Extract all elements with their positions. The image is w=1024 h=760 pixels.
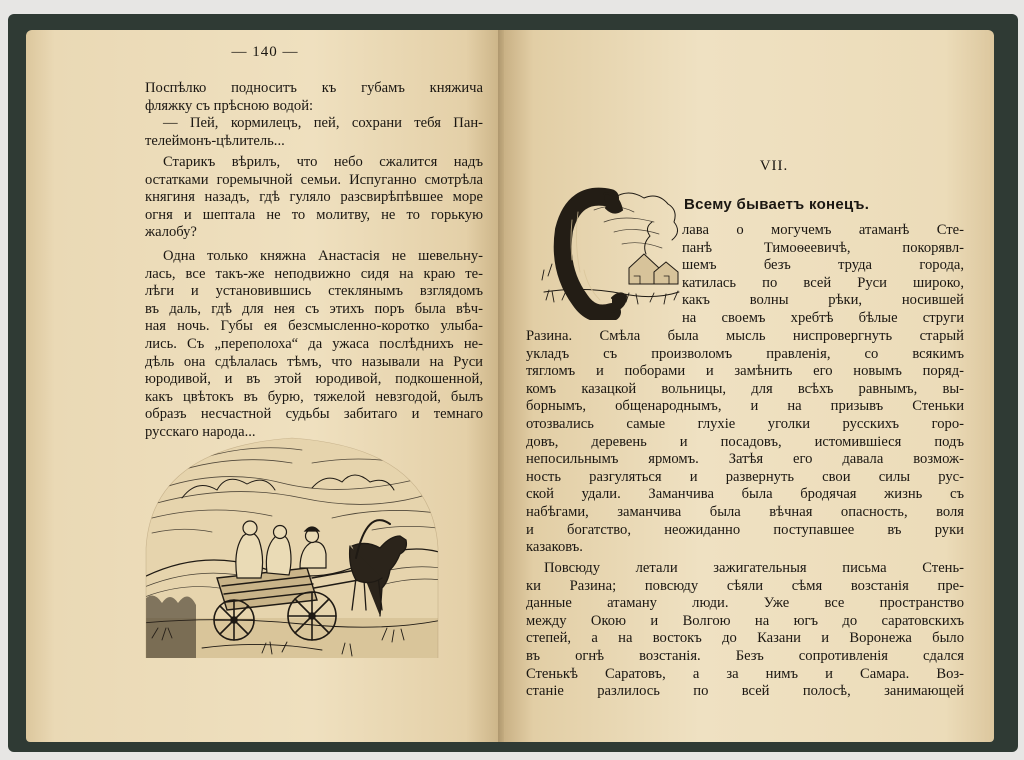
text-line: и богатство, неожиданно поступавшее въ руки	[526, 521, 964, 538]
drop-cap-illustration	[534, 180, 684, 320]
left-paragraph-2	[145, 154, 483, 242]
left-paragraph-3	[145, 248, 483, 442]
text-line: станіе разлилось по всей полосѣ, занимающей	[526, 683, 964, 700]
chapter-title: Всему бываетъ конецъ.	[684, 196, 870, 213]
text-line: дѣль она сдѣлалась тѣмъ, что называли на Руси	[145, 353, 483, 370]
text-line: данные атаману люди. Уже все пространство	[526, 595, 964, 612]
text-line: на своемъ хребтѣ бѣлые струги	[682, 309, 964, 326]
text-line: непосильнымъ ярмомъ. Затѣя его давала возмож-	[526, 451, 964, 468]
text-line: — Пей, кормилецъ, пей, сохрани тебя Пан-	[163, 115, 483, 132]
text-line: юродивой, и въ этой юродивой, подкошенной,	[145, 371, 483, 388]
right-paragraph-2	[526, 560, 964, 701]
text-line: катилась по всей Руси широко,	[682, 274, 964, 291]
text-line: какъ цвѣтокъ въ бурю, тяжелой невзгодой, былъ	[145, 388, 483, 405]
text-line: лѣги и установившись стеклянымъ взглядомъ	[145, 283, 483, 300]
text-line: Поспѣлко подноситъ къ губамъ княжича	[145, 80, 483, 96]
text-line: Повсюду летали зажигательныя письма Стень-	[544, 560, 964, 576]
text-line: фляжку съ прѣсною водой:	[145, 97, 314, 114]
cap-adjacent-text	[682, 222, 964, 328]
text-line: образъ несчастной судьбы забитаго и темнаго	[145, 406, 483, 423]
text-line: комъ казацкой вольницы, для всѣхъ равнымъ, вы-	[526, 380, 964, 397]
left-page	[26, 30, 504, 742]
text-line: шемъ безъ труда города,	[682, 257, 964, 274]
text-line: степей, а на востокъ до Казани и Воронежа было	[526, 630, 964, 647]
text-line: телеймонъ-цѣлитель...	[145, 132, 285, 149]
text-line: въ даль, гдѣ для нея съ этихъ поръ была вѣч-	[145, 300, 483, 317]
text-line: ная ночь. Губы ея безсмысленно-коротко улыба-	[145, 318, 483, 335]
text-line: какъ волны рѣки, носившей	[682, 292, 964, 309]
page-number: — 140 —	[231, 44, 299, 60]
text-line: Стенькѣ Саратовъ, а за нимъ и Самара. Воз-	[526, 665, 964, 682]
text-line: русскаго народа...	[145, 423, 256, 440]
text-line: Одна только княжна Анастасія не шевельну-	[163, 248, 483, 264]
text-line: ность разгуляться и развернуть свои силы рус-	[526, 468, 964, 485]
text-line: Разина. Смѣла была мысль ниспровергнуть старый	[526, 328, 964, 344]
text-line: ской удали. Заманчива была бродячая жизнь съ	[526, 486, 964, 503]
text-line: укладъ съ произволомъ правленія, со всякимъ	[526, 345, 964, 362]
left-paragraph-1	[145, 80, 483, 150]
text-line: лава о могучемъ атаманѣ Сте-	[682, 222, 964, 238]
right-paragraph-1	[526, 328, 964, 557]
text-line: огня и шептала не то молитву, не то горькую	[145, 206, 483, 223]
right-page	[504, 30, 994, 742]
text-line: Старикъ вѣрилъ, что небо сжалится надъ	[163, 154, 483, 170]
text-line: лась, все такъ-же неподвижно сидя на краю те-	[145, 265, 483, 282]
text-line: панѣ Тимоѳеевичѣ, покорявл-	[682, 239, 964, 256]
text-line: княгиня назадъ, гдѣ гуляло разсвирѣпѣвшее море	[145, 189, 483, 206]
text-line: остатками горемычной семьи. Испуганно смотрѣла	[145, 171, 483, 188]
text-line: въ огнѣ возстанія. Безъ сопротивленія сдался	[526, 647, 964, 664]
cart-illustration	[142, 428, 442, 660]
text-line: тягломъ и поборами и замѣнить его новымъ поряд-	[526, 363, 964, 380]
text-line: отозвались самые глухіе уголки русскихъ горо-	[526, 415, 964, 432]
text-line: между Окою и Волгою на югъ до саратовскихъ	[526, 612, 964, 629]
text-line: лись. Съ „переполоха“ да ужаса послѣднихъ не-	[145, 335, 483, 352]
text-line: жалобу?	[145, 224, 197, 241]
text-line: довъ, деревень и посадовъ, истомившіеся подъ	[526, 433, 964, 450]
text-line: казаковъ.	[526, 539, 583, 556]
text-line: набѣгами, заманчива была вѣчная опасность, воля	[526, 503, 964, 520]
text-line: ки Разина; повсюду сѣяли сѣмя возстанія пре-	[526, 577, 964, 594]
chapter-number: VII.	[759, 158, 789, 174]
text-line: борнымъ, общенароднымъ, и на призывъ Стеньки	[526, 398, 964, 415]
